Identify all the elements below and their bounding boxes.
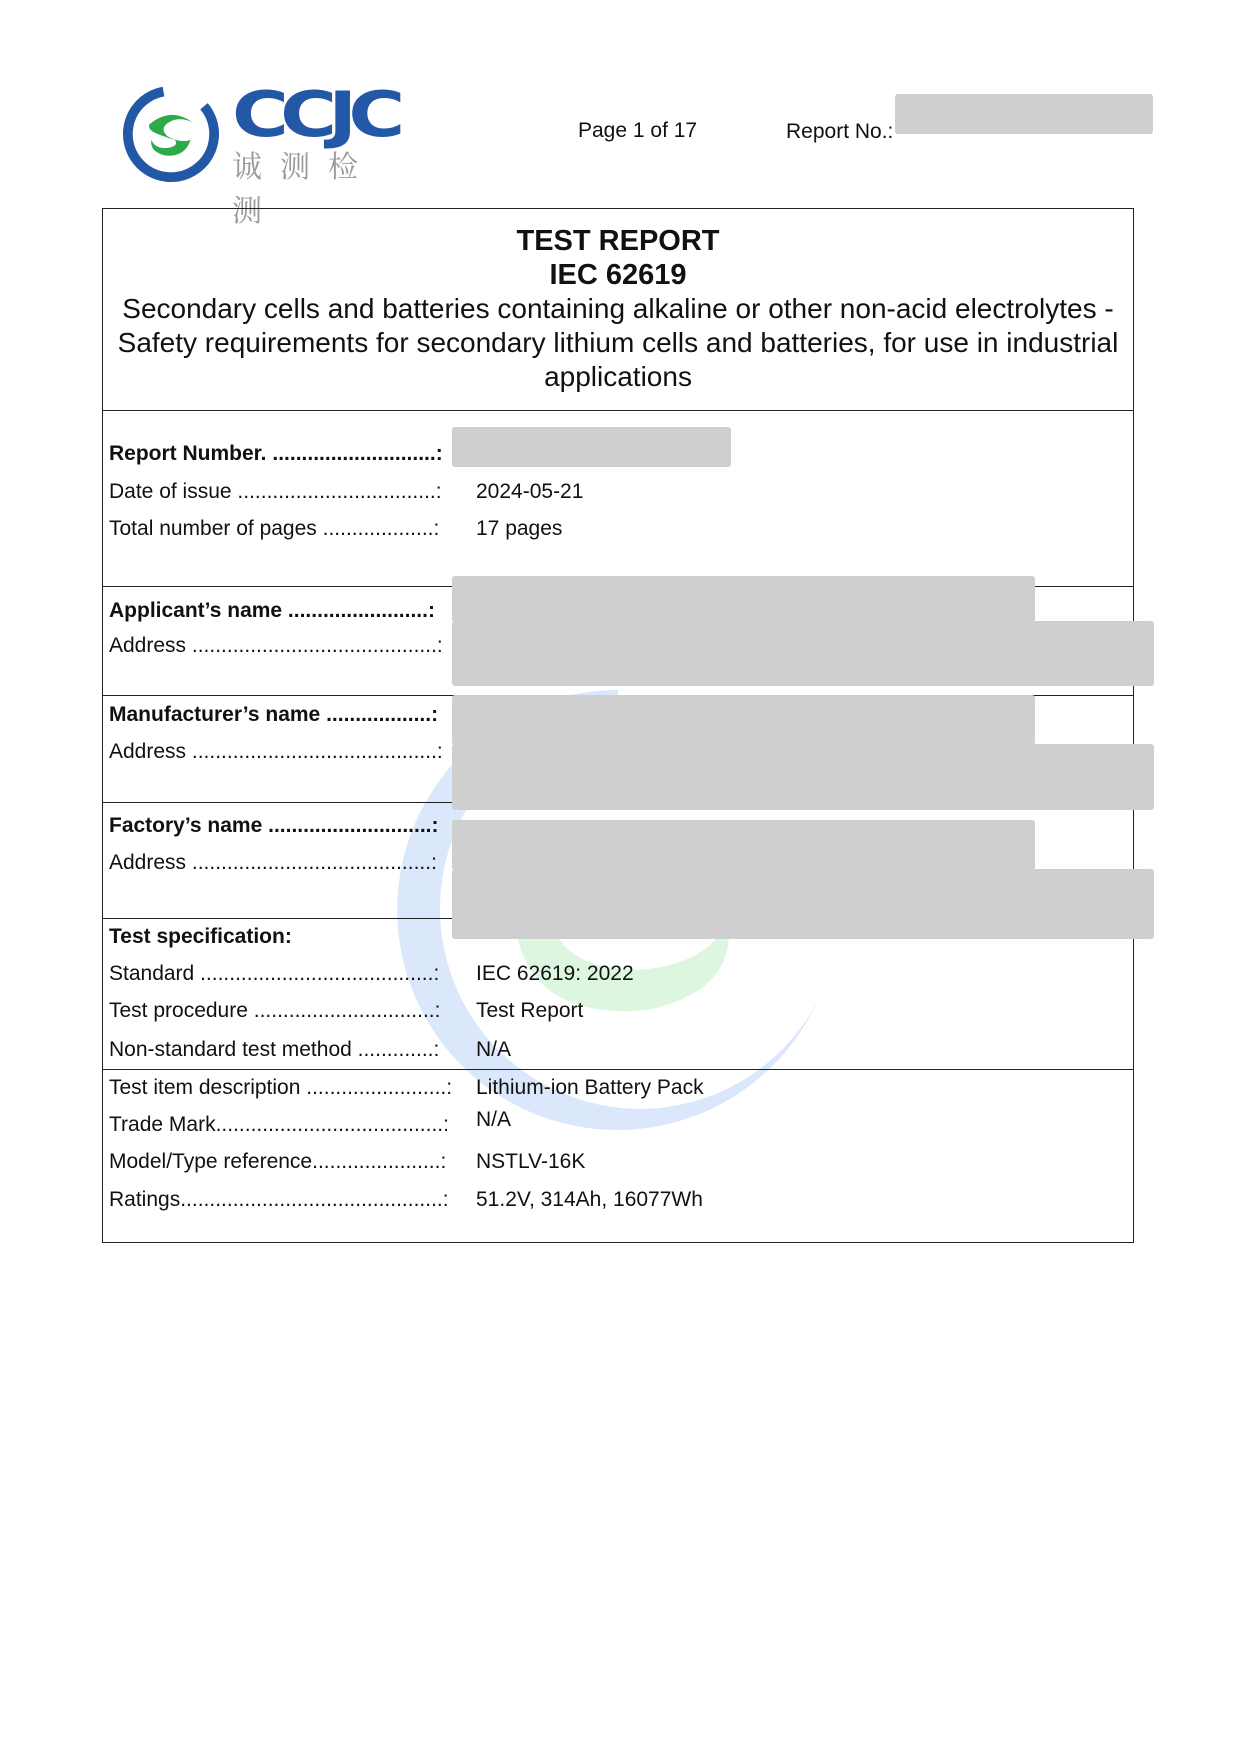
non-standard-method-label: Non-standard test method .............:: [109, 1038, 440, 1061]
applicant-address-label: Address ..........................................:: [109, 634, 443, 657]
date-of-issue-value: 2024-05-21: [476, 480, 584, 503]
model-reference-value: NSTLV-16K: [476, 1150, 586, 1173]
logo-chinese-text: 诚测检测: [232, 150, 376, 229]
test-item-description-value: Lithium-ion Battery Pack: [476, 1076, 704, 1099]
ratings-label: Ratings.............................................:: [109, 1188, 449, 1211]
test-item-description-label: Test item description ........................:: [109, 1076, 453, 1099]
divider: [102, 410, 1134, 411]
standard-title: IEC 62619: [549, 259, 687, 291]
logo-wordmark: CCJC: [232, 78, 397, 151]
manufacturer-name-label: Manufacturer’s name ..................:: [109, 703, 439, 726]
redaction-factory-name: [452, 820, 1035, 870]
ccjc-logo-icon: [122, 84, 220, 184]
report-title: TEST REPORT: [516, 225, 720, 257]
divider: [102, 1069, 1134, 1070]
standard-label: Standard ........................................:: [109, 962, 440, 985]
report-no-label: Report No.:: [786, 120, 894, 143]
redaction-factory-address: [452, 869, 1154, 939]
redaction-applicant-address: [452, 621, 1154, 686]
redaction-report-number: [452, 427, 731, 467]
total-pages-label: Total number of pages ...................:: [109, 517, 440, 540]
redaction-applicant-name: [452, 576, 1035, 622]
factory-address-label: Address .........................................:: [109, 851, 437, 874]
test-specification-heading: Test specification:: [109, 925, 292, 948]
test-procedure-value: Test Report: [476, 999, 584, 1022]
date-of-issue-label: Date of issue ..................................:: [109, 480, 442, 503]
company-logo: [122, 78, 412, 229]
ratings-value: 51.2V, 314Ah, 16077Wh: [476, 1188, 703, 1211]
title-block: [104, 224, 1132, 394]
applicant-name-label: Applicant’s name ........................:: [109, 599, 435, 622]
trade-mark-value: N/A: [476, 1108, 512, 1131]
non-standard-method-value: N/A: [476, 1038, 512, 1061]
standard-value: IEC 62619: 2022: [476, 962, 634, 985]
page-indicator: Page 1 of 17: [578, 119, 698, 142]
standard-subtitle: Secondary cells and batteries containing alkaline or other non-acid electrolytes - Safety requirements for secondary lithium cells and batteries, for use in industrial applications: [117, 293, 1119, 392]
test-procedure-label: Test procedure ...............................:: [109, 999, 441, 1022]
factory-name-label: Factory’s name ............................:: [109, 814, 439, 837]
trade-mark-label: Trade Mark.......................................:: [109, 1113, 449, 1136]
redaction-manufacturer-address: [452, 744, 1154, 810]
report-number-label: Report Number. ............................:: [109, 442, 443, 465]
total-pages-value: 17 pages: [476, 517, 563, 540]
redaction-manufacturer-name: [452, 695, 1035, 745]
model-reference-label: Model/Type reference......................:: [109, 1150, 447, 1173]
redaction-report-no: [895, 94, 1153, 134]
manufacturer-address-label: Address ..........................................:: [109, 740, 443, 763]
